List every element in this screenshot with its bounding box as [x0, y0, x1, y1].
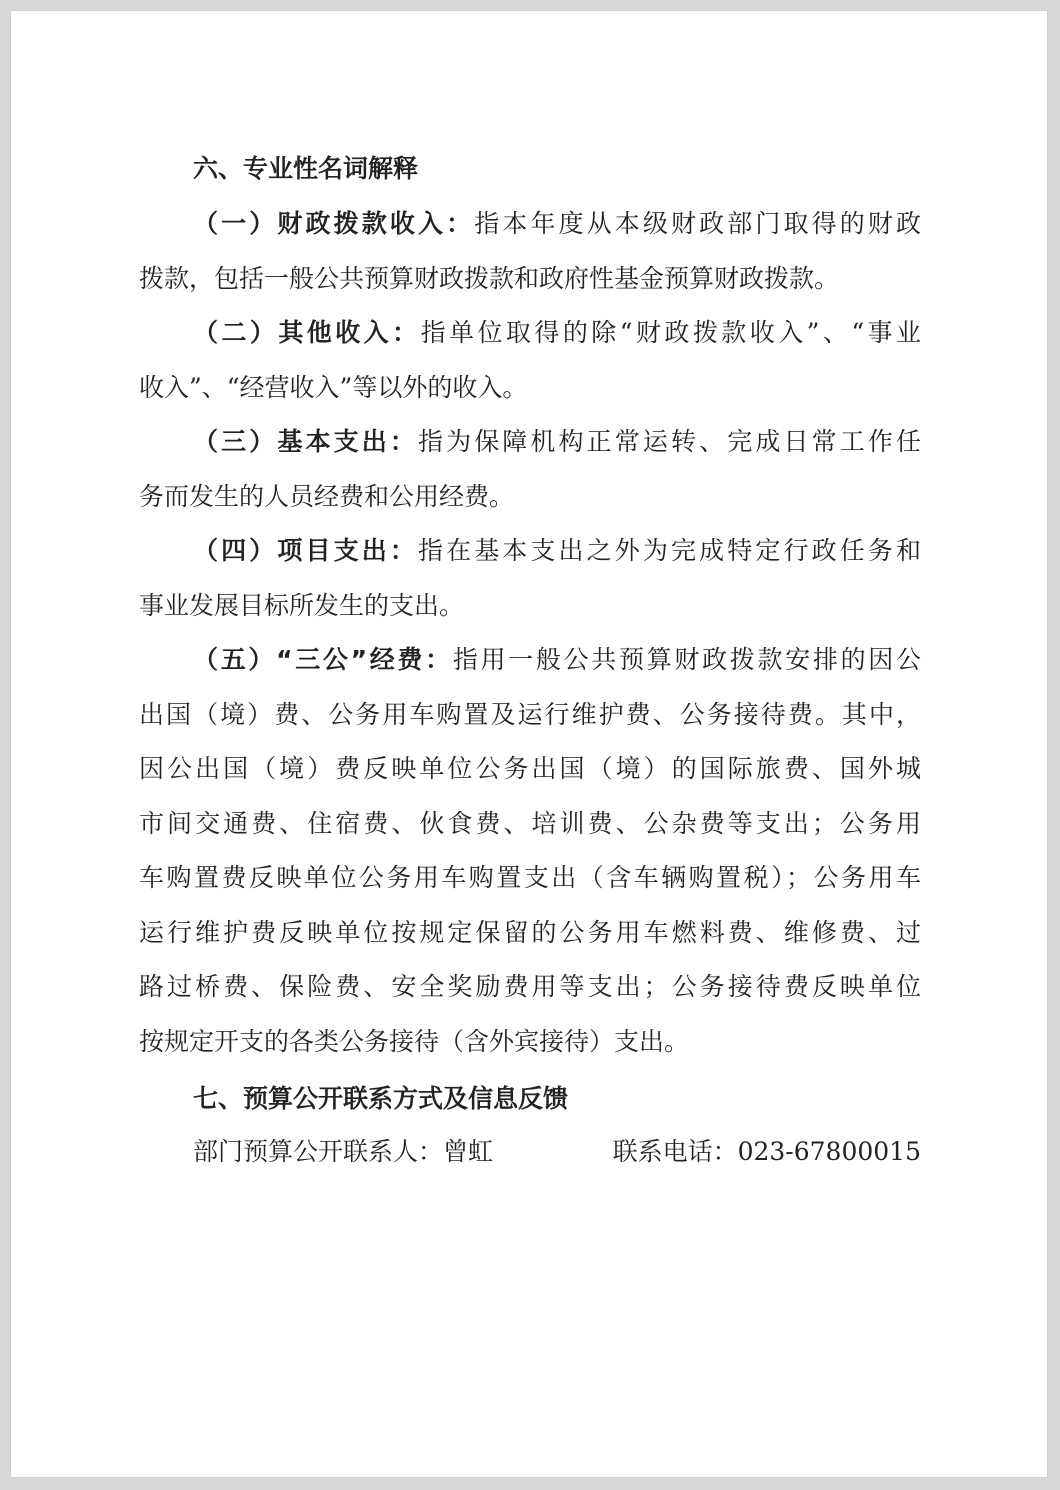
- definition-text: 拨款，包括一般公共预算财政拨款和政府性基金预算财政拨款。: [139, 263, 840, 293]
- definition-text: 路过桥费、保险费、安全奖励费用等支出；公务接待费反映单位: [139, 972, 921, 1001]
- definition-text: 指为保障机构正常运转、完成日常工作任: [417, 427, 921, 456]
- definition-text: 因公出国（境）费反映单位公务出国（境）的国际旅费、国外城: [139, 754, 921, 783]
- definition-text: 出国（境）费、公务用车购置及运行维护费、公务接待费。其中，: [139, 699, 921, 729]
- term-label: （四）项目支出：: [193, 536, 418, 565]
- definition-basic-expenditure: [139, 415, 921, 524]
- definition-text: 车购置费反映单位公务用车购置支出（含车辆购置税）；公务用车: [139, 863, 921, 892]
- section-heading-7: 七、预算公开联系方式及信息反馈: [193, 1084, 569, 1113]
- definition-other-income: [139, 306, 921, 415]
- term-label: （五）“三公”经费：: [193, 645, 453, 674]
- document-page: [10, 10, 1048, 1478]
- definition-text: 指本年度从本级财政部门取得的财政: [474, 209, 921, 238]
- definition-three-public-expenses: [139, 633, 921, 1069]
- term-label: （三）基本支出：: [193, 427, 418, 456]
- definition-text: 务而发生的人员经费和公用经费。: [139, 481, 515, 511]
- contact-phone: 联系电话：023-67800015: [612, 1137, 921, 1166]
- term-label: （一）财政拨款收入：: [193, 209, 475, 238]
- contact-line: [139, 1125, 921, 1179]
- definition-text: 运行维护费反映单位按规定保留的公务用车燃料费、维修费、过: [139, 917, 921, 947]
- contact-person: 部门预算公开联系人：曾虹: [193, 1137, 494, 1166]
- definition-text: 指单位取得的除“财政拨款收入”、“事业: [420, 318, 921, 347]
- document-body: [139, 143, 921, 1179]
- definition-text: 指用一般公共预算财政拨款安排的因公: [452, 645, 921, 674]
- definition-text: 指在基本支出之外为完成特定行政任务和: [417, 536, 921, 565]
- definition-text: 市间交通费、住宿费、伙食费、培训费、公杂费等支出；公务用: [139, 808, 921, 838]
- definition-text: 事业发展目标所发生的支出。: [139, 590, 465, 620]
- definition-fiscal-appropriation-income: [139, 197, 921, 306]
- term-label: （二）其他收入：: [193, 318, 421, 347]
- definition-text: 收入”、“经营收入”等以外的收入。: [139, 372, 528, 402]
- definition-text: 按规定开支的各类公务接待（含外宾接待）支出。: [139, 1026, 690, 1056]
- definition-project-expenditure: [139, 524, 921, 633]
- section-heading-6: 六、专业性名词解释: [193, 154, 419, 183]
